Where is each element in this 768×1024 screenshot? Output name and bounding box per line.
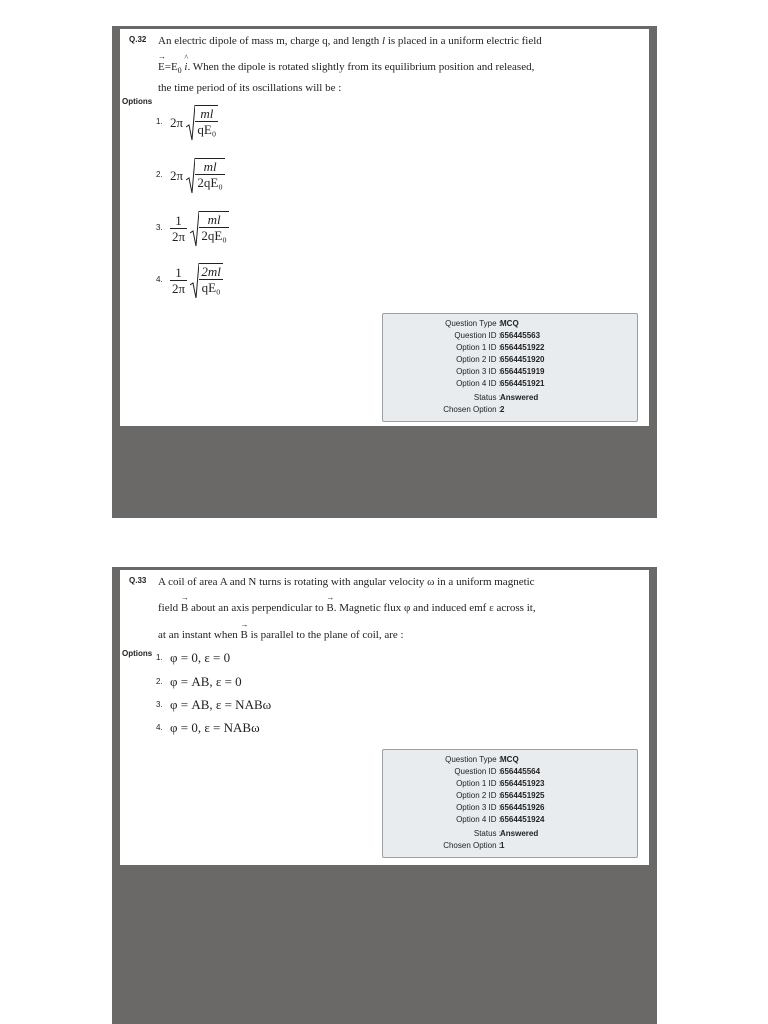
chosen-option-value: 2 bbox=[500, 405, 505, 414]
square-root: $\frac{ml}{\text{qE₀}}$ bbox=[186, 105, 218, 141]
question-text-line: A coil of area A and N turns is rotating with angular velocity ω in a uniform magnetic bbox=[158, 576, 535, 588]
prefactor-fraction: $\frac{1}{2\pi}$ bbox=[172, 265, 186, 296]
page-q33 bbox=[112, 567, 657, 1024]
question-info-box: Question Type : MCQ Question ID : 656445563 Option 1 ID : 6564451922 Option 2 ID : 6564451920 Option 3 ID : 6564451919 Option 4 ID : 6564451921 Status : Answered Chosen Option : 2 bbox=[382, 313, 638, 422]
prefactor-fraction: $\frac{1}{2\pi}$ bbox=[172, 213, 186, 244]
question-text-line: at an instant when → B is parallel to the plane of coil, are : bbox=[158, 629, 404, 641]
chosen-option-value: 1 bbox=[500, 841, 505, 850]
vector-e: → E bbox=[158, 61, 165, 73]
option-number: 1. bbox=[156, 117, 163, 126]
unit-vector-i: ^ i bbox=[184, 61, 187, 73]
vector-b: → B bbox=[326, 602, 333, 614]
option-number: 4. bbox=[156, 275, 163, 284]
square-root: $\frac{2ml}{\text{qE₀}}$ bbox=[190, 263, 223, 299]
status-value: Answered bbox=[500, 393, 539, 402]
option-2-formula[interactable]: 2π $\frac{ml}{\text{2qE₀}}$ bbox=[170, 158, 225, 198]
square-root: $\frac{ml}{\text{2qE₀}}$ bbox=[186, 158, 224, 194]
question-number: Q.33 bbox=[129, 576, 147, 585]
option-1-formula[interactable]: φ = 0, ε = 0 bbox=[170, 650, 231, 665]
option-number: 1. bbox=[156, 653, 163, 662]
square-root: $\frac{ml}{\text{2qE₀}}$ bbox=[190, 211, 228, 247]
question-text-line: the time period of its oscillations will be : bbox=[158, 82, 342, 94]
option-1-formula[interactable]: 2π $\frac{ml}{\text{qE₀}}$ bbox=[170, 105, 218, 145]
option-4-formula[interactable]: φ = 0, ε = NABω bbox=[170, 720, 260, 735]
question-text-line: → $E=E_0$ ^ i. When the dipole is rotated slightly from its equilibrium position and released, bbox=[158, 61, 534, 75]
question-card-q32 bbox=[120, 29, 649, 426]
option-number: 2. bbox=[156, 677, 163, 686]
question-number: Q.32 bbox=[129, 35, 147, 44]
option-number: 3. bbox=[156, 223, 163, 232]
option-number: 3. bbox=[156, 700, 163, 709]
option-3-formula[interactable] bbox=[170, 211, 229, 251]
options-label: Options bbox=[122, 649, 153, 658]
option-4-formula[interactable] bbox=[170, 263, 223, 303]
option-number: 4. bbox=[156, 723, 163, 732]
options-label: Options bbox=[122, 97, 153, 106]
option-number: 2. bbox=[156, 170, 163, 179]
vector-b: → B bbox=[181, 602, 188, 614]
question-card-q33 bbox=[120, 570, 649, 865]
status-value: Answered bbox=[500, 829, 539, 838]
vector-b: → B bbox=[240, 629, 247, 641]
option-3-formula[interactable]: φ = AB, ε = NABω bbox=[170, 697, 272, 712]
question-text-line: An electric dipole of mass m, charge q, and length l is placed in a uniform electric field bbox=[158, 35, 542, 47]
question-text-line: field → B about an axis perpendicular to → B. Magnetic flux φ and induced emf ε across it, bbox=[158, 602, 536, 614]
page-q32 bbox=[112, 26, 657, 518]
option-2-formula[interactable]: φ = AB, ε = 0 bbox=[170, 674, 242, 689]
question-info-box: Question Type : MCQ Question ID : 656445564 Option 1 ID : 6564451923 Option 2 ID : 6564451925 Option 3 ID : 6564451926 Option 4 ID : 6564451924 Status : Answered Chosen Option : 1 bbox=[382, 749, 638, 858]
